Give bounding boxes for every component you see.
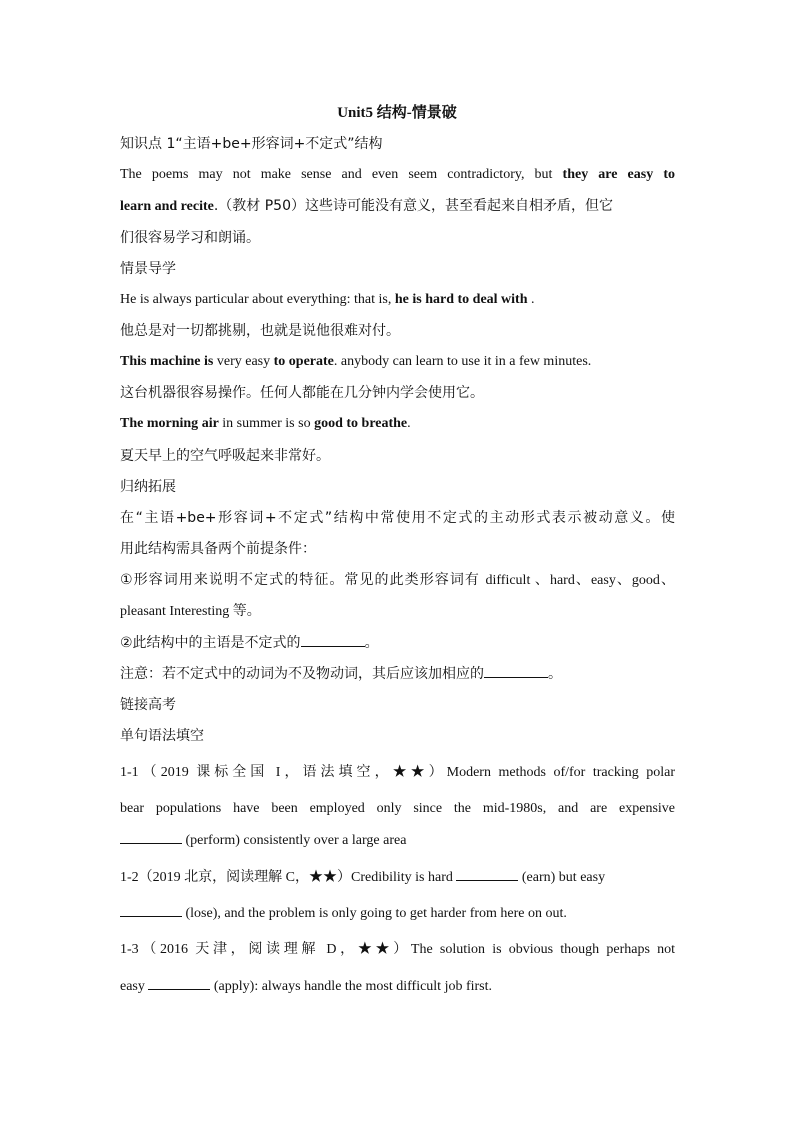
context-heading: 情景导学 (120, 261, 176, 277)
fill-blank[interactable] (484, 664, 548, 678)
condition-1-line-1: ①形容词用来说明不定式的特征。常见的此类形容词有 difficult 、hard、easy、good、 (120, 572, 675, 588)
sentence-1-cn: 他总是对一切都挑剔，也就是说他很难对付。 (120, 323, 400, 339)
example-line-3: 们很容易学习和朗诵。 (120, 230, 260, 246)
condition-1-line-2: pleasant Interesting 等。 (120, 604, 261, 619)
example-line-2: learn and recite.（教材 P50）这些诗可能没有意义，甚至看起来自相矛盾，但它 (120, 198, 613, 214)
question-1-1-line-1: 1-1（2019 课标全国 I，语法填空，★★）Modern methods of/for tracking polar (120, 765, 675, 780)
answer-blank-1-2-a[interactable] (456, 867, 518, 881)
question-1-1-line-3: (perform) consistently over a large area (120, 830, 675, 851)
page-title: Unit5 结构-情景破 (337, 105, 457, 121)
note: 注意：若不定式中的动词为不及物动词，其后应该加相应的 。 (120, 666, 562, 682)
question-1-3-line-2: easy (apply): always handle the most difficult job first. (120, 976, 675, 997)
sentence-2-cn: 这台机器很容易操作。任何人都能在几分钟内学会使用它。 (120, 385, 484, 401)
question-1-1-line-2: bear populations have been employed only since the mid-1980s, and are expensive (120, 801, 675, 816)
condition-2: ②此结构中的主语是不定式的 。 (120, 635, 379, 651)
answer-blank-1-1[interactable] (120, 830, 182, 844)
sentence-2-en: This machine is very easy to operate. anybody can learn to use it in a few minutes. (120, 354, 592, 369)
summary-line-2: 用此结构需具备两个前提条件： (120, 541, 316, 557)
answer-blank-1-2-b[interactable] (120, 903, 182, 917)
sentence-3-en: The morning air in summer is so good to breathe. (120, 416, 411, 431)
knowledge-point-heading: 知识点 1“主语+be+形容词+不定式”结构 (120, 136, 383, 152)
question-1-2-line-2: (lose), and the problem is only going to get harder from here on out. (120, 903, 675, 924)
question-1-3-line-1: 1-3（2016 天津，阅读理解 D，★★）The solution is obvious though perhaps not (120, 942, 675, 957)
summary-heading: 归纳拓展 (120, 479, 176, 495)
fill-blank[interactable] (301, 633, 365, 647)
example-line-1: The poems may not make sense and even seem contradictory, but they are easy to (120, 167, 675, 182)
link-heading: 链接高考 (120, 697, 176, 713)
exercise-heading: 单句语法填空 (120, 728, 204, 744)
sentence-3-cn: 夏天早上的空气呼吸起来非常好。 (120, 448, 330, 464)
summary-line-1: 在“主语+be+形容词+不定式”结构中常使用不定式的主动形式表示被动意义。使 (120, 510, 675, 526)
sentence-1-en: He is always particular about everything: that is, he is hard to deal with . (120, 292, 535, 307)
answer-blank-1-3[interactable] (148, 976, 210, 990)
question-1-2-line-1: 1-2（2019 北京，阅读理解 C，★★）Credibility is hard (earn) but easy (120, 867, 675, 888)
